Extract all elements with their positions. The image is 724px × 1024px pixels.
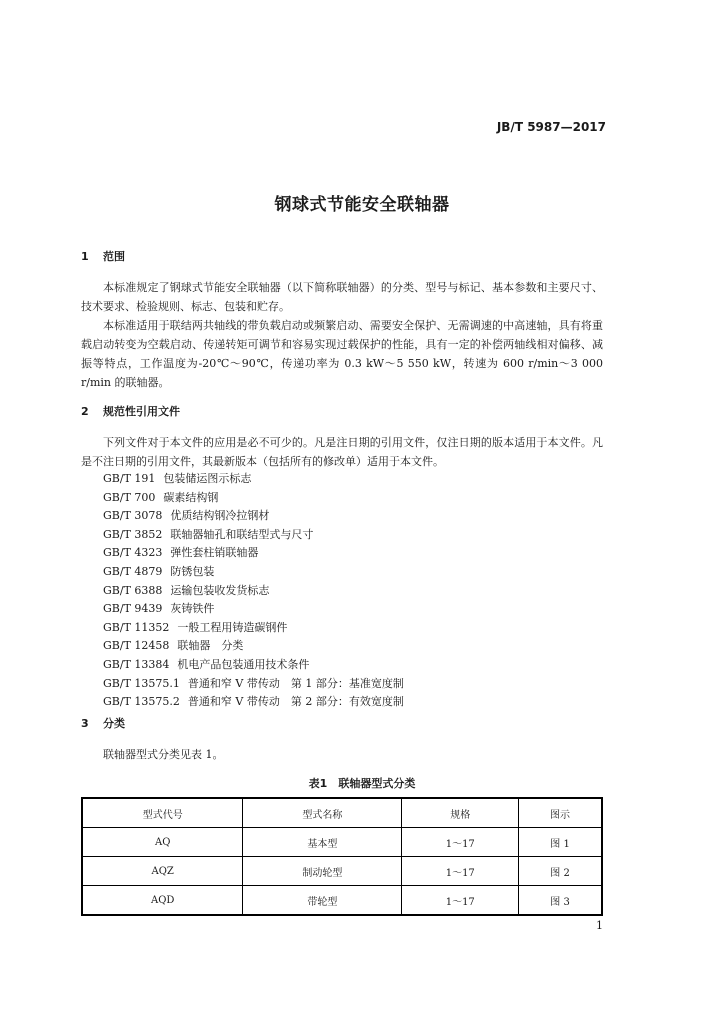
- reference-title: 包装储运图示标志: [163, 472, 252, 485]
- section-1-heading: [81, 248, 125, 264]
- section-number: 2: [81, 405, 89, 418]
- table-header-cell: 型式名称: [243, 798, 402, 828]
- reference-title: 灰铸铁件: [170, 602, 215, 616]
- table-cell: 1～17: [402, 828, 519, 857]
- classification-table: [81, 797, 603, 916]
- table-header-cell: 型式代号: [82, 798, 243, 828]
- section-3-paragraph-1: 联轴器型式分类见表 1。: [103, 748, 224, 761]
- table-cell: 基本型: [243, 828, 402, 857]
- table-row: [82, 857, 602, 886]
- reference-item: [103, 600, 404, 619]
- reference-code: GB/T 4879: [103, 564, 163, 578]
- reference-code: GB/T 3078: [103, 509, 163, 523]
- reference-item: [103, 582, 404, 601]
- table-cell: 图 2: [519, 857, 602, 886]
- table-header-cell: 图示: [519, 798, 602, 828]
- table-header-row: [82, 798, 602, 828]
- reference-item: [103, 489, 404, 508]
- reference-code: GB/T 700: [103, 490, 156, 504]
- table-cell: 带轮型: [243, 886, 402, 916]
- reference-code: GB/T 191: [103, 472, 156, 485]
- reference-item: [103, 563, 404, 582]
- reference-title: 弹性套柱销联轴器: [170, 546, 259, 560]
- table-row: [82, 828, 602, 857]
- reference-title: 联轴器 分类: [177, 639, 244, 653]
- reference-code: GB/T 3852: [103, 527, 163, 541]
- reference-code: GB/T 13575.2: [103, 695, 180, 709]
- table-header-cell: 规格: [402, 798, 519, 828]
- reference-item: [103, 507, 404, 526]
- reference-title: 运输包装收发货标志: [170, 583, 270, 597]
- section-title: 分类: [103, 717, 125, 730]
- reference-title: 一般工程用铸造碳钢件: [177, 620, 288, 634]
- page-number: 1: [596, 919, 603, 932]
- reference-list: [103, 470, 404, 712]
- reference-code: GB/T 4323: [103, 546, 163, 560]
- section-2-paragraph-1: 下列文件对于本文件的应用是必不可少的。凡是注日期的引用文件，仅注日期的版本适用于本文件。凡是不注日期的引用文件，其最新版本（包括所有的修改单）适用于本文件。: [81, 436, 603, 468]
- reference-title: 普通和窄 V 带传动 第 1 部分：基准宽度制: [187, 676, 404, 690]
- section-number: 1: [81, 250, 89, 263]
- table-cell: 1～17: [402, 886, 519, 916]
- section-title: 范围: [103, 250, 125, 263]
- reference-item: [103, 526, 404, 545]
- table-cell: AQ: [82, 828, 243, 857]
- table-cell: 制动轮型: [243, 857, 402, 886]
- reference-code: GB/T 11352: [103, 620, 170, 634]
- table-cell: 图 1: [519, 828, 602, 857]
- table-cell: 图 3: [519, 886, 602, 916]
- section-number: 3: [81, 717, 89, 730]
- reference-item: [103, 675, 404, 694]
- reference-code: GB/T 13384: [103, 657, 170, 671]
- table-caption: 表1 联轴器型式分类: [308, 777, 416, 790]
- section-1-paragraph-2: 本标准适用于联结两共轴线的带负载启动或频繁启动、需要安全保护、无需调速的中高速轴，具有将重载启动转变为空载启动、传递转矩可调节和容易实现过载保护的性能，具有一定的补偿两轴线相对偏移、减振等特点，工作温度为-20℃～90℃，传递功率为 0.3 kW～5 550 kW，转速为 600 r/min～3 000 r/min 的联轴器。: [81, 319, 603, 389]
- reference-item: [103, 656, 404, 675]
- reference-item: [103, 544, 404, 563]
- reference-title: 联轴器轴孔和联结型式与尺寸: [170, 527, 314, 541]
- standard-code: JB/T 5987—2017: [496, 120, 606, 134]
- reference-title: 普通和窄 V 带传动 第 2 部分：有效宽度制: [187, 695, 404, 709]
- reference-title: 碳素结构钢: [163, 490, 219, 504]
- table-cell: AQD: [82, 886, 243, 916]
- reference-code: GB/T 12458: [103, 639, 170, 653]
- reference-title: 机电产品包装通用技术条件: [177, 657, 310, 671]
- reference-title: 优质结构钢冷拉钢材: [170, 509, 270, 523]
- reference-code: GB/T 6388: [103, 583, 163, 597]
- reference-code: GB/T 13575.1: [103, 676, 180, 690]
- document-title: 钢球式节能安全联轴器: [274, 195, 450, 215]
- reference-item: [103, 637, 404, 656]
- reference-item: [103, 470, 404, 489]
- reference-title: 防锈包装: [170, 564, 215, 578]
- reference-item: [103, 693, 404, 712]
- table-cell: 1～17: [402, 857, 519, 886]
- section-1-paragraph-1: 本标准规定了钢球式节能安全联轴器（以下简称联轴器）的分类、型号与标记、基本参数和主要尺寸、技术要求、检验规则、标志、包装和贮存。: [81, 281, 603, 313]
- reference-item: [103, 619, 404, 638]
- table-cell: AQZ: [82, 857, 243, 886]
- section-title: 规范性引用文件: [103, 405, 180, 418]
- section-3-heading: [81, 715, 125, 731]
- reference-code: GB/T 9439: [103, 602, 163, 616]
- section-2-heading: [81, 403, 180, 419]
- table-row: [82, 886, 602, 916]
